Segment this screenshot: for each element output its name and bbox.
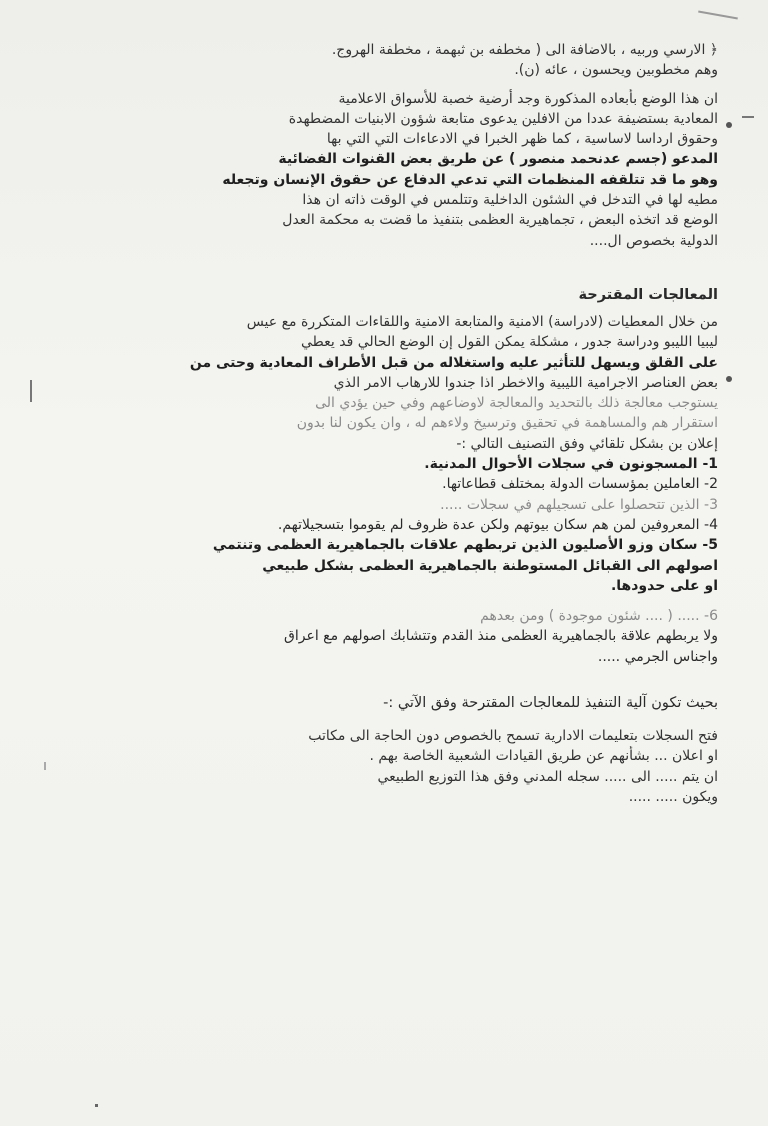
text-line: ويكون ..... .....	[628, 788, 718, 805]
text-line: وحقوق ارداسا لاساسية ، كما ظهر الخبرا في الادعاءات التي التي بها	[326, 131, 718, 148]
list-item	[60, 474, 718, 494]
list-item	[60, 606, 718, 667]
section-title: المعالجات المقترحة	[578, 286, 718, 303]
paragraph-1	[60, 40, 718, 81]
classification-list	[60, 454, 718, 667]
bullet-section	[726, 376, 732, 382]
list-item-line: 1- المسجونون في سجلات الأحوال المدنية.	[424, 456, 718, 473]
scan-mark-bar	[30, 380, 32, 402]
list-item-line: او على حدودها.	[610, 577, 718, 594]
paragraph-4	[60, 726, 718, 807]
list-item-line: 2- العاملين بمؤسسات الدولة بمختلف قطاعاتها.	[442, 476, 718, 493]
list-item	[60, 535, 718, 596]
paragraph-3	[60, 312, 718, 454]
text-line: إعلان بن بشكل تلقائي وفق التصنيف التالي :-	[456, 435, 718, 452]
scan-mark-dash	[742, 116, 754, 118]
text-line: وهم مخطوبين ويحسون ، عائه (ن).	[514, 62, 718, 79]
bullet-paragraph2	[726, 122, 732, 128]
text-line: ﴿ الارسي وربيه ، بالاضافة الى ( مخطفه بن ثبهمة ، مخطفة الهروج.	[331, 42, 718, 58]
scan-mark-bottom	[95, 1104, 98, 1107]
text-line: المدعو (جسم عدنحمد منصور ) عن طريق بعض القنوات الفضائية	[278, 151, 718, 168]
text-line: الدولية بخصوص ال....	[589, 232, 718, 249]
text-line: على القلق ويسهل للتأثير عليه واستغلاله من قبل الأطراف المعادية وحتى من	[189, 354, 718, 371]
list-item	[60, 495, 718, 515]
text-line: استقرار هم والمساهمة في تحقيق وترسيخ ولاءهم له ، وان يكون لنا بدون	[296, 415, 718, 432]
list-item	[60, 515, 718, 535]
text-line: ليبيا الليبو ودراسة جدور ، مشكلة يمكن القول إن الوضع الحالي قد يعطي	[300, 334, 718, 351]
text-line: ان يتم ..... الى ..... سجله المدني وفق هذا التوزيع الطبيعي	[377, 768, 718, 785]
list-item-line: 6- ..... ( .... شئون موجودة ) ومن بعدهم	[480, 608, 718, 625]
text-line: الوضع قد اتخذه البعض ، تجماهيرية العظمى بتنفيذ ما قضت به محكمة العدل	[282, 212, 718, 229]
list-item-line: 4- المعروفين لمن هم سكان بيوتهم ولكن عدة ظروف لم يقوموا بتسجيلاتهم.	[277, 516, 718, 533]
text-line: ان هذا الوضع بأبعاده المذكورة وجد أرضية خصبة للأسواق الاعلامية	[338, 90, 718, 107]
text-line: من خلال المعطيات (لادراسة) الامنية والمتابعة الامنية واللقاءات المتكررة مع عيس	[246, 313, 718, 330]
list-item-line: واجناس الجرمي .....	[597, 648, 718, 665]
paragraph-2	[60, 89, 718, 251]
text-line: المعادية بستضيفة عددا من الافلين يدعوى متابعة شؤون الابنيات المضطهدة	[288, 110, 718, 127]
text-line: يستوجب معالجة ذلك بالتحديد والمعالجة لاوضاعهم وفي حين يؤدي الى	[315, 395, 718, 412]
scan-mark-dot	[44, 762, 46, 770]
text-line: مطيه لها في التدخل في الشئون الداخلية وتتلمس في الوقت ذاته ان هذا	[302, 192, 718, 209]
implementation-title: بحيث تكون آلية التنفيذ للمعالجات المقترحة وفق الآتي :-	[383, 695, 718, 712]
scan-mark-top	[698, 11, 738, 20]
text-line: بعض العناصر الاجرامية الليبية والاخطر اذا جندوا للارهاب الامر الذي	[333, 374, 718, 391]
text-line: وهو ما قد تتلقفه المنظمات التي تدعي الدفاع عن حقوق الإنسان وتجعله	[222, 171, 718, 188]
list-item-line: 5- سكان وزو الأصليون الذين تربطهم علاقات بالجماهيرية العظمى وتنتمي	[212, 537, 718, 554]
text-line: او اعلان ... بشأنهم عن طريق القيادات الشعبية الخاصة بهم .	[369, 748, 718, 765]
list-item-line: 3- الذين تتحصلوا على تسجيلهم في سجلات .....	[440, 496, 718, 513]
list-item-line: اصولهم الى القبائل المستوطنة بالجماهيرية العظمى بشكل طبيعي	[262, 557, 718, 574]
list-item	[60, 454, 718, 474]
document-body	[60, 40, 718, 807]
text-line: فتح السجلات بتعليمات الادارية تسمح بالخصوص دون الحاجة الى مكاتب	[308, 728, 718, 745]
list-item-line: ولا يربطهم علاقة بالجماهيرية العظمى منذ القدم وتتشابك اصولهم مع اعراق	[283, 628, 718, 645]
